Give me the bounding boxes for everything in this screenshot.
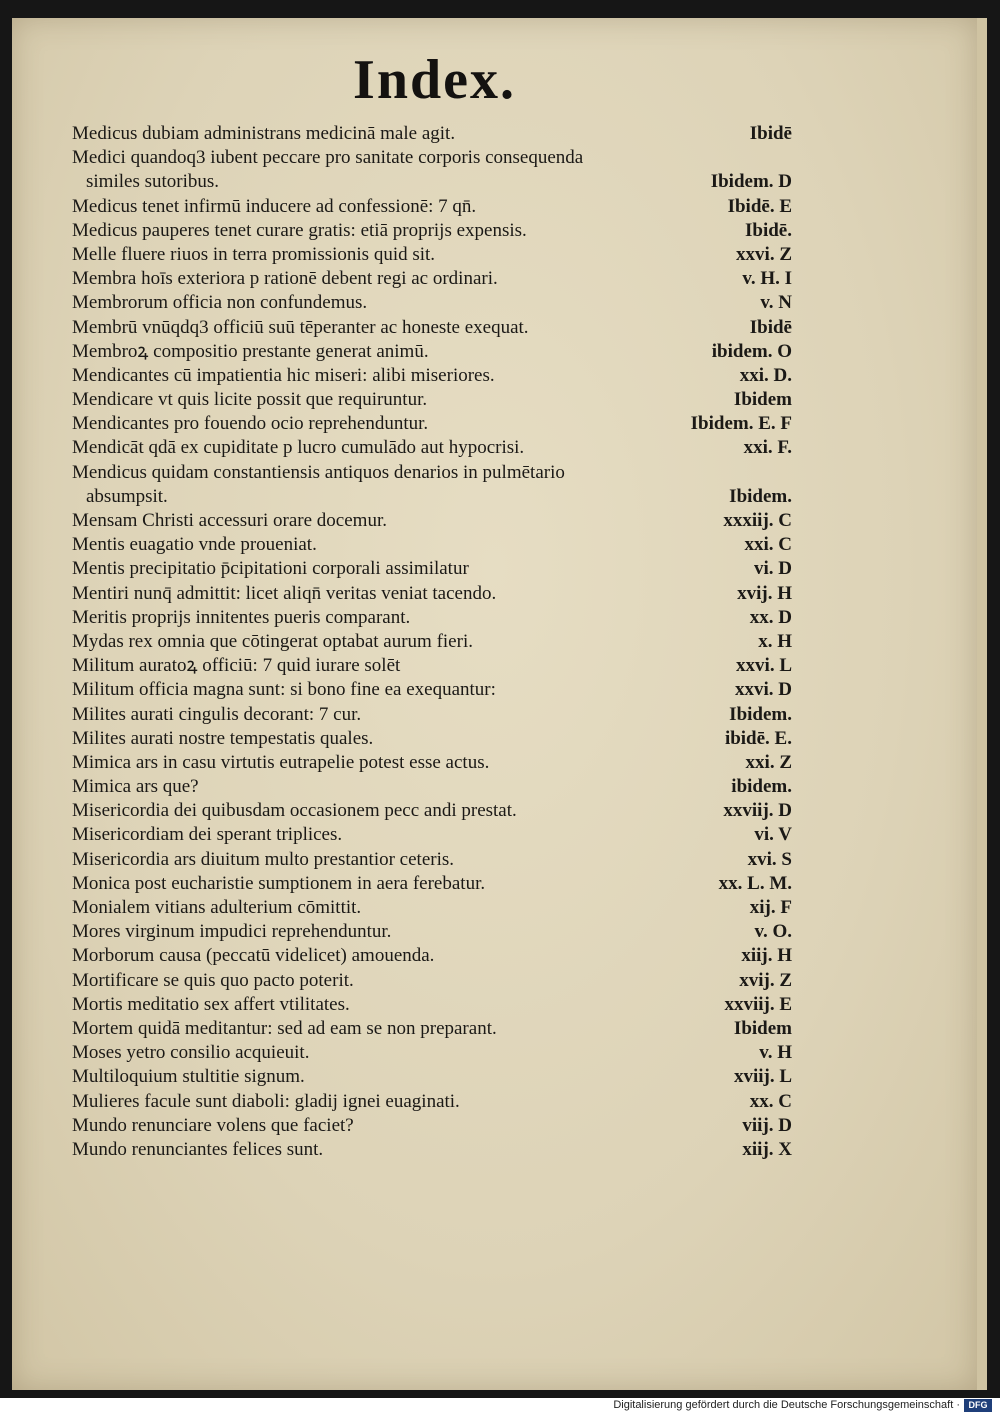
- entry-reference: v. H. I: [742, 268, 792, 290]
- entry-text: Multiloquium stultitie signum.: [72, 1066, 305, 1088]
- entry-text: Mundo renunciare volens que faciet?: [72, 1114, 354, 1136]
- entry-text: Membrū vnūqdq3 officiū suū tēperanter ac honeste exequat.: [72, 316, 529, 338]
- index-entry: [72, 1114, 792, 1138]
- entry-reference: Ibidē: [749, 123, 792, 144]
- entry-reference: xij. F: [749, 897, 792, 919]
- entry-text: Mortem quidā meditantur: sed ad eam se non preparant.: [72, 1017, 497, 1039]
- index-entry: [72, 195, 792, 219]
- entry-text: Mortificare se quis quo pacto poterit.: [72, 969, 354, 991]
- entry-text: Mentiri nunq̄ admittit: licet aliqn̄ veritas veniat tacendo.: [72, 582, 497, 604]
- index-entry: [72, 340, 792, 364]
- index-entry: [72, 969, 792, 993]
- entry-reference: xxi. D.: [739, 364, 792, 386]
- index-entry: [72, 606, 792, 630]
- index-entry: [72, 122, 792, 146]
- entry-reference: Ibidē.: [745, 219, 792, 241]
- entry-text: Membra hoīs exteriora p rationē debent regi ac ordinari.: [72, 268, 498, 290]
- entry-reference: Ibidem.: [729, 703, 792, 725]
- entry-text: Mendicus quidam constantiensis antiquos denarios in pulmētario: [72, 461, 565, 483]
- entry-text: Mimica ars in casu virtutis eutrapelie potest esse actus.: [72, 751, 490, 773]
- entry-reference: xvi. S: [747, 848, 792, 870]
- entry-reference: Ibidē: [749, 316, 792, 338]
- index-entry: [72, 533, 792, 557]
- entry-text: Medici quandoq3 iubent peccare pro sanitate corporis consequenda: [72, 147, 584, 169]
- entry-text: Militum auratoꝝ officiū: 7 quid iurare solēt: [72, 655, 401, 677]
- entry-text: Mundo renunciantes felices sunt.: [72, 1138, 324, 1160]
- entry-reference: xxviij. E: [724, 993, 792, 1015]
- index-entry: [72, 219, 792, 243]
- entry-text: Medicus dubiam administrans medicinā male agit.: [72, 123, 456, 144]
- index-entry: [72, 654, 792, 678]
- entry-text: Moses yetro consilio acquieuit.: [72, 1042, 310, 1064]
- entry-text: Medicus pauperes tenet curare gratis: etiā proprijs expensis.: [72, 219, 527, 241]
- entry-reference: xxi. F.: [743, 437, 792, 459]
- entry-reference: xx. D: [749, 606, 792, 628]
- entry-text: Militum officia magna sunt: si bono fine ea exequantur:: [72, 679, 496, 701]
- entry-text: Mensam Christi accessuri orare docemur.: [72, 510, 387, 532]
- entry-reference: Ibidem. D: [710, 171, 792, 193]
- entry-text: Membroꝝ compositio prestante generat animū.: [72, 340, 429, 362]
- entry-text: Monica post eucharistie sumptionem in aera ferebatur.: [72, 872, 486, 894]
- entry-reference: xxvi. D: [735, 679, 792, 701]
- index-entry: [72, 993, 792, 1017]
- dfg-logo: DFG: [964, 1399, 992, 1412]
- index-entry: [72, 703, 792, 727]
- entry-text-continued: absumpsit.: [86, 485, 168, 507]
- entry-reference: Ibidē. E: [727, 195, 792, 217]
- index-entry: [72, 944, 792, 968]
- entry-reference: vi. V: [754, 824, 792, 846]
- index-entry: [72, 557, 792, 581]
- entry-text: Mendicantes pro fouendo ocio reprehenduntur.: [72, 413, 429, 435]
- index-entry: [72, 799, 792, 823]
- entry-reference: Ibidem: [733, 389, 792, 411]
- entry-reference: v. H: [759, 1042, 792, 1064]
- index-entry: [72, 727, 792, 751]
- entry-text: Misericordia dei quibusdam occasionem pecc andi prestat.: [72, 800, 517, 822]
- entry-text: Mendicare vt quis licite possit que requiruntur.: [72, 389, 428, 411]
- entry-reference: xxvi. L: [736, 655, 792, 677]
- entry-reference: viij. D: [742, 1114, 792, 1136]
- entry-reference: ibidem.: [731, 776, 792, 798]
- entry-reference: xx. C: [749, 1090, 792, 1112]
- entry-reference: Ibidem.: [729, 485, 792, 507]
- index-entry: [72, 291, 792, 315]
- index-entry: [72, 582, 792, 606]
- index-entry: [72, 316, 792, 340]
- entry-reference: xiij. X: [742, 1138, 792, 1160]
- index-entry: [72, 364, 792, 388]
- entry-text: Medicus tenet infirmū inducere ad confessionē: 7 qn̄.: [72, 195, 477, 217]
- entry-text: Mendicāt qdā ex cupiditate p lucro cumulādo aut hypocrisi.: [72, 437, 525, 459]
- index-entry: [72, 412, 792, 436]
- index-entry: [72, 872, 792, 896]
- entry-reference: xvij. Z: [739, 969, 792, 991]
- footer-credit: Digitalisierung gefördert durch die Deutsche Forschungsgemeinschaft ·: [613, 1399, 960, 1411]
- entry-text: Misericordiam dei sperant triplices.: [72, 824, 343, 846]
- entry-text-continued: similes sutoribus.: [86, 171, 220, 193]
- entry-reference: xxxiij. C: [723, 510, 792, 532]
- index-entry: [72, 1138, 792, 1162]
- index-entry: [72, 1017, 792, 1041]
- index-entry: [72, 461, 792, 509]
- facing-page-edge: [977, 18, 987, 1390]
- index-entry: [72, 1065, 792, 1089]
- entry-text: Mortis meditatio sex affert vtilitates.: [72, 993, 350, 1015]
- footer: [0, 1398, 1000, 1413]
- entry-text: Milites aurati nostre tempestatis quales.: [72, 727, 374, 749]
- entry-text: Mendicantes cū impatientia hic miseri: alibi miseriores.: [72, 364, 495, 386]
- index-entry: [72, 823, 792, 847]
- entry-text: Melle fluere riuos in terra promissionis quid sit.: [72, 243, 436, 265]
- entry-text: Membrorum officia non confundemus.: [72, 292, 368, 314]
- index-entry: [72, 1041, 792, 1065]
- entry-text: Mentis euagatio vnde proueniat.: [72, 534, 317, 556]
- entry-reference: xvij. H: [737, 582, 792, 604]
- index-entry: [72, 267, 792, 291]
- entry-reference: v. O.: [754, 921, 792, 943]
- index-entry: [72, 1090, 792, 1114]
- entry-continuation: [72, 485, 792, 509]
- entry-reference: xiij. H: [741, 945, 792, 967]
- index-entry: [72, 436, 792, 460]
- entry-text: Meritis proprijs innitentes pueris comparant.: [72, 606, 411, 628]
- entry-text: Mentis precipitatio p̄cipitationi corporali assimilatur: [72, 558, 469, 580]
- index-entry: [72, 896, 792, 920]
- entry-text: Mores virginum impudici reprehenduntur.: [72, 921, 392, 943]
- entry-reference: xviij. L: [733, 1066, 792, 1088]
- entry-reference: Ibidem: [733, 1017, 792, 1039]
- index-entry: [72, 509, 792, 533]
- index-entry: [72, 630, 792, 654]
- entry-reference: ibidem. O: [711, 340, 792, 362]
- index-entry: [72, 775, 792, 799]
- entry-reference: xxvi. Z: [736, 243, 792, 265]
- entry-reference: xx. L. M.: [718, 872, 792, 894]
- entry-reference: Ibidem. E. F: [690, 413, 792, 435]
- page-title: Index.: [353, 49, 516, 111]
- entry-text: Milites aurati cingulis decorant: 7 cur.: [72, 703, 362, 725]
- entry-reference: vi. D: [754, 558, 792, 580]
- index-entry: [72, 751, 792, 775]
- entry-text: Monialem vitians adulterium cōmittit.: [72, 897, 362, 919]
- index-entry: [72, 678, 792, 702]
- entry-text: Mimica ars que?: [72, 776, 199, 798]
- entry-reference: ibidē. E.: [724, 727, 792, 749]
- index-entry: [72, 243, 792, 267]
- index-entry: [72, 848, 792, 872]
- entry-text: Mulieres facule sunt diaboli: gladij ignei euaginati.: [72, 1090, 460, 1112]
- book-page: [12, 18, 977, 1390]
- index-entry: [72, 920, 792, 944]
- entry-reference: x. H: [758, 630, 792, 652]
- entry-reference: xxi. Z: [745, 751, 792, 773]
- entry-text: Misericordia ars diuitum multo prestantior ceteris.: [72, 848, 455, 870]
- index-entry: [72, 388, 792, 412]
- entry-text: Morborum causa (peccatū videlicet) amouenda.: [72, 945, 435, 967]
- index-entry: [72, 146, 792, 194]
- entry-reference: xxviij. D: [723, 800, 792, 822]
- entry-continuation: [72, 170, 792, 194]
- entry-reference: xxi. C: [744, 534, 792, 556]
- entry-text: Mydas rex omnia que cōtingerat optabat aurum fieri.: [72, 630, 473, 652]
- entry-reference: v. N: [760, 292, 792, 314]
- index-entries: [72, 122, 792, 1162]
